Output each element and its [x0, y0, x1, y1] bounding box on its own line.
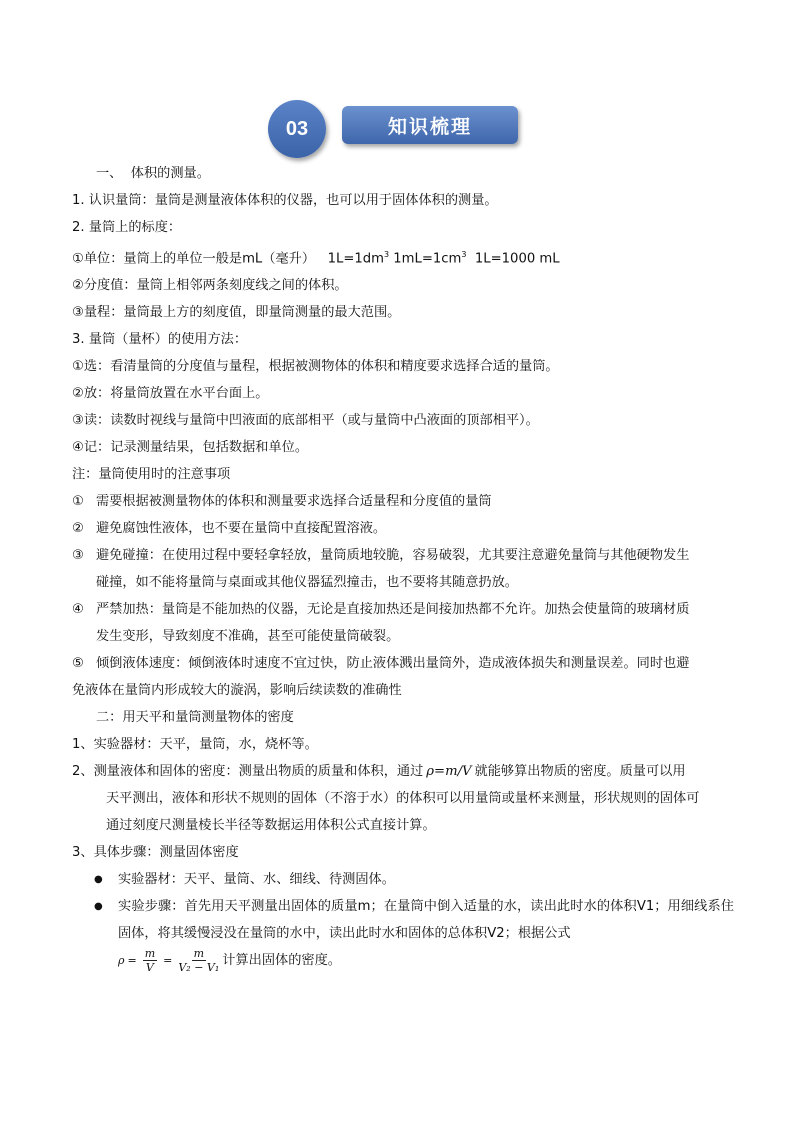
- paragraph: 通过刻度尺测量棱长半径等数据运用体积公式直接计算。: [106, 818, 436, 834]
- note-number: ④: [72, 602, 84, 618]
- fraction-m-over-v: [143, 947, 157, 974]
- section-header: [268, 100, 528, 152]
- note-number: ③: [72, 548, 84, 564]
- superscript: 3: [384, 250, 390, 259]
- numerator: m: [144, 947, 156, 961]
- bullet-dot: ●: [94, 901, 103, 913]
- paragraph: 1、实验器材：天平，量筒，水，烧杯等。: [72, 737, 318, 753]
- document-body: [72, 160, 734, 974]
- formula-eq: =: [127, 954, 137, 968]
- bullet-item: [94, 866, 734, 893]
- note-item: [72, 596, 734, 650]
- paragraph: [72, 758, 734, 785]
- note-body: [96, 542, 689, 596]
- unit-line: [72, 241, 734, 272]
- note-continuation: 免液体在量筒内形成较大的漩涡，影响后续读数的准确性: [72, 683, 402, 699]
- paragraph: 2. 量筒上的标度：: [72, 220, 182, 235]
- note-item: [72, 488, 734, 515]
- bullet-body: [118, 893, 734, 974]
- note-continuation: 碰撞，如不能将量筒与桌面或其他仪器猛烈撞击，也不要将其随意扔放。: [96, 575, 518, 591]
- note-number: ①: [72, 494, 84, 510]
- density-formula-inline: ρ=m/V: [426, 764, 472, 780]
- bullet-text-end: 计算出固体的密度。: [222, 953, 341, 969]
- bullet-item: [94, 893, 734, 974]
- paragraph: ②分度值：量筒上相邻两条刻度线之间的体积。: [72, 278, 348, 294]
- section-title-banner: 知识梳理: [342, 106, 518, 144]
- paragraph: 3. 量筒（量杯）的使用方法：: [72, 332, 248, 348]
- note-text: 避免腐蚀性液体，也不要在量筒中直接配置溶液。: [96, 521, 387, 537]
- unit-text: ①单位：量筒上的单位一般是mL（毫升） 1L=1dm: [72, 251, 384, 267]
- note-item: [72, 542, 734, 596]
- paragraph: ①选：看清量筒的分度值与量程，根据被测物体的体积和精度要求选择合适的量筒。: [72, 359, 559, 375]
- paragraph: ④记：记录测量结果，包括数据和单位。: [72, 440, 309, 456]
- unit-text: 1L=1000 mL: [466, 251, 560, 267]
- note-body: [96, 650, 689, 677]
- note-text: 避免碰撞：在使用过程中要轻拿轻放，量筒质地较脆，容易破裂，尤其要注意避免量筒与其他硬物发生: [96, 548, 690, 564]
- text: 就能够算出物质的密度。质量可以用: [474, 764, 686, 780]
- note-number: ⑤: [72, 656, 84, 672]
- bullet-text: 实验步骤：首先用天平测量出固体的质量m；在量筒中倒入适量的水，读出此时水的体积V1；用细线系住固体，将其缓慢浸没在量筒的水中，读出此时水和固体的总体积V2；根据公式: [118, 899, 734, 942]
- note-item: [72, 515, 734, 542]
- density-formula: [118, 947, 222, 974]
- section-heading-volume: 一、 体积的测量。: [96, 166, 210, 181]
- unit-text: 1mL=1cm: [389, 251, 462, 267]
- note-number: ②: [72, 521, 84, 537]
- bullet-dot: ●: [94, 874, 103, 886]
- section-heading-density: 二：用天平和量筒测量物体的密度: [96, 710, 294, 726]
- bullet-text: 实验器材：天平、量筒、水、细线、待测固体。: [118, 872, 395, 888]
- formula-rho: ρ: [118, 954, 125, 968]
- note-title: 注：量筒使用时的注意事项: [72, 467, 231, 483]
- note-item: [72, 650, 734, 677]
- numerator: m: [193, 947, 205, 961]
- formula-eq: =: [163, 954, 173, 968]
- paragraph: 3、具体步骤：测量固体密度: [72, 845, 239, 861]
- superscript: 3: [461, 250, 467, 259]
- section-number-badge: 03: [268, 100, 326, 158]
- denominator: V: [145, 961, 154, 975]
- note-text: 倾倒液体速度：倾倒液体时速度不宜过快，防止液体溅出量筒外，造成液体损失和测量误差。同时也避: [96, 656, 690, 672]
- note-body: [96, 596, 689, 650]
- note-text: 需要根据被测量物体的体积和测量要求选择合适量程和分度值的量筒: [96, 494, 492, 510]
- note-continuation: 发生变形，导致刻度不准确，甚至可能使量筒破裂。: [96, 629, 400, 645]
- paragraph: ③读：读数时视线与量筒中凹液面的底部相平（或与量筒中凸液面的顶部相平）。: [72, 413, 539, 429]
- denominator: V₂ − V₁: [178, 961, 220, 975]
- paragraph: 1. 认识量筒：量筒是测量液体体积的仪器，也可以用于固体体积的测量。: [72, 193, 498, 208]
- fraction-m-over-volume-diff: [178, 947, 219, 974]
- paragraph: 天平测出，液体和形状不规则的固体（不溶于水）的体积可以用量筒或量杯来测量，形状规则的固体可: [106, 791, 700, 807]
- note-text: 严禁加热：量筒是不能加热的仪器，无论是直接加热还是间接加热都不允许。加热会使量筒的玻璃材质: [96, 602, 690, 618]
- paragraph: ③量程：量筒最上方的刻度值，即量筒测量的最大范围。: [72, 305, 401, 321]
- text: 2、测量液体和固体的密度：测量出物质的质量和体积，通过: [72, 764, 424, 780]
- paragraph: ②放：将量筒放置在水平台面上。: [72, 386, 269, 402]
